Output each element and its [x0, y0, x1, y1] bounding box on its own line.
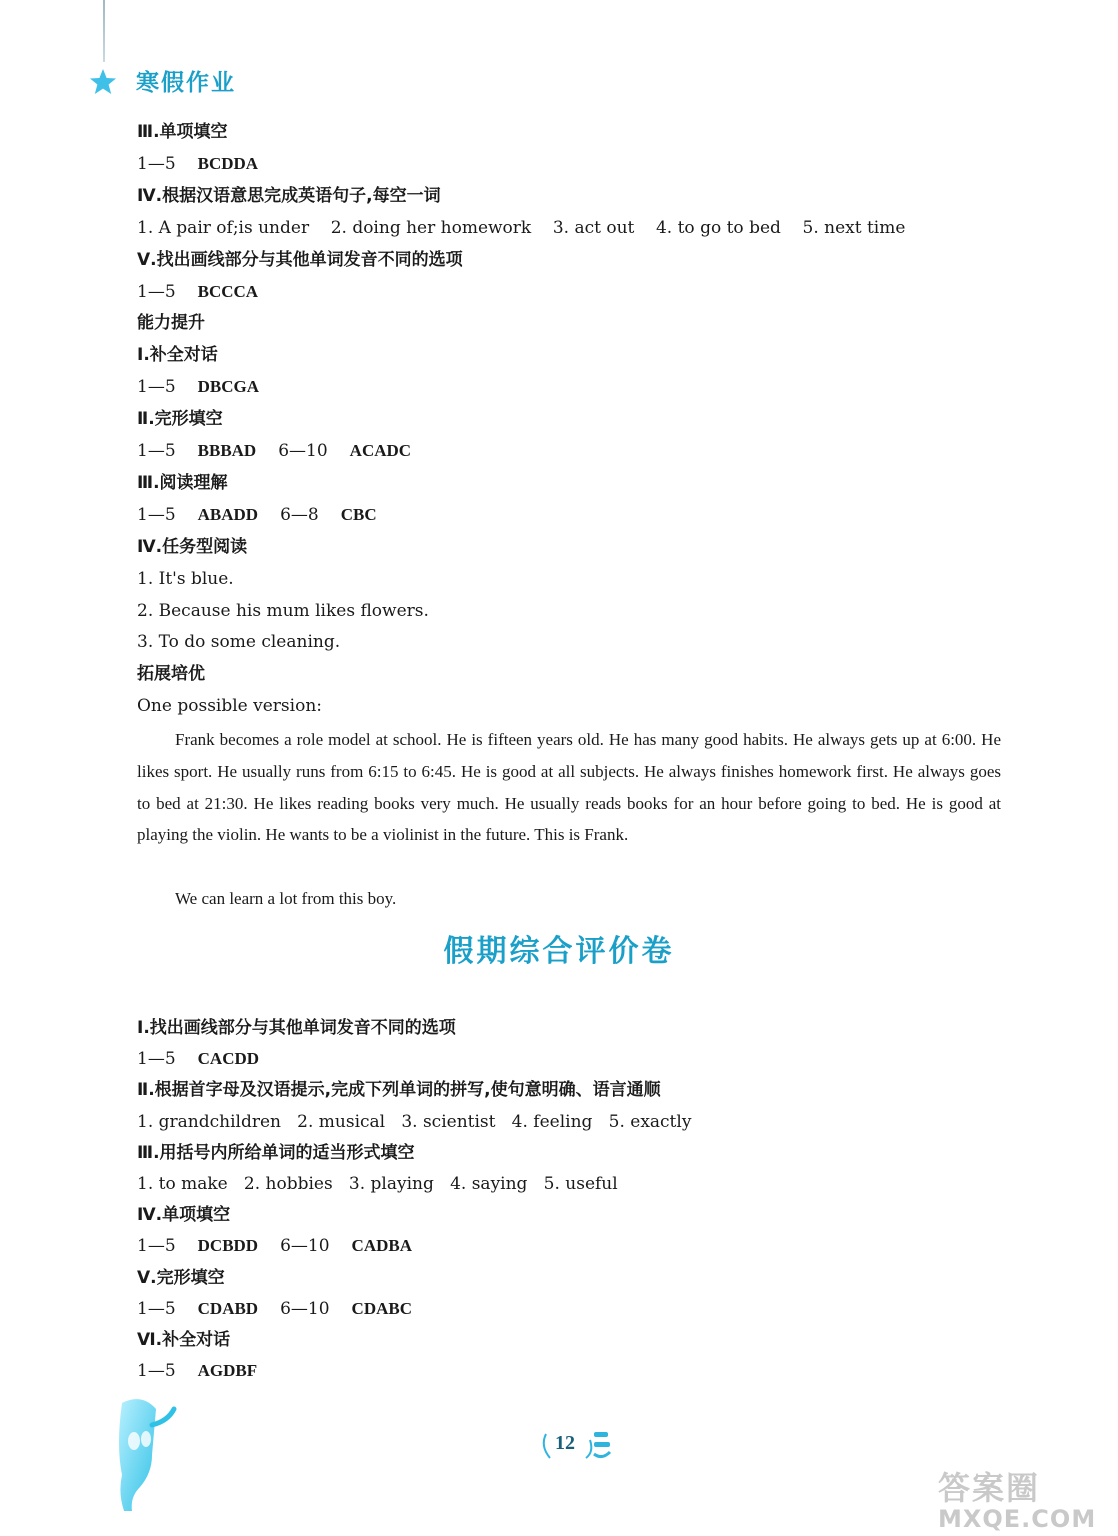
answer-key-row: [137, 440, 411, 462]
section-heading: Ⅲ.用括号内所给单词的适当形式填空: [137, 1142, 415, 1163]
answer-letters: CDABC: [351, 1298, 412, 1318]
answer-letters: BCDDA: [197, 153, 259, 173]
section-heading: Ⅱ.根据首字母及汉语提示,完成下列单词的拼写,使句意明确、语言通顺: [137, 1080, 661, 1101]
answer-line: 1. grandchildren 2. musical 3. scientist 4. feeling 5. exactly: [137, 1111, 692, 1132]
answer-range: 1—5: [137, 1236, 176, 1257]
answer-letters: CADBA: [351, 1236, 412, 1256]
pen-mascot-icon: [112, 1395, 182, 1515]
header-title: 寒假作业: [136, 70, 236, 96]
answer-line: 1. to make 2. hobbies 3. playing 4. saying 5. useful: [137, 1174, 618, 1194]
answer-key-row: [137, 1298, 412, 1320]
answer-range: 6—8: [280, 504, 319, 525]
section-heading: Ⅲ.阅读理解: [137, 472, 228, 493]
answer-key-row: [137, 1235, 412, 1257]
answer-letters: BCCCA: [197, 281, 259, 301]
answer-range: 1—5: [137, 1298, 176, 1319]
section-title: 假期综合评价卷: [443, 934, 675, 969]
section-heading: Ⅰ.找出画线部分与其他单词发音不同的选项: [137, 1018, 456, 1038]
answer-key-row: [137, 504, 377, 526]
answer-range: 1—5: [137, 153, 176, 174]
answer-letters: CBC: [340, 504, 377, 524]
answer-line: 2. Because his mum likes flowers.: [137, 600, 429, 621]
section-heading: Ⅰ.补全对话: [137, 345, 218, 366]
watermark-top-text: 答案圈: [938, 1469, 1041, 1507]
essay-paragraph-2: We can learn a lot from this boy.: [175, 889, 397, 908]
section-heading: 拓展培优: [137, 664, 205, 685]
answer-range: 6—10: [278, 441, 328, 461]
answer-range: 1—5: [137, 1361, 176, 1382]
watermark-bottom-text: MXQE.COM: [938, 1505, 1097, 1533]
answer-range: 6—10: [280, 1298, 330, 1319]
star-icon: [89, 68, 117, 96]
answer-line: 1. It's blue.: [137, 568, 234, 589]
section-heading: Ⅳ.任务型阅读: [137, 536, 248, 557]
answer-key-row: [137, 281, 258, 303]
answer-letters: CDABD: [197, 1298, 259, 1318]
section-heading: Ⅳ.单项填空: [137, 1205, 231, 1226]
answer-letters: CACDD: [197, 1049, 260, 1069]
section-heading: Ⅲ.单项填空: [137, 122, 228, 142]
answer-key-row: [137, 1048, 259, 1070]
answer-range: 1—5: [137, 1049, 176, 1070]
section-heading: Ⅴ.完形填空: [137, 1267, 225, 1288]
answer-line: One possible version:: [137, 696, 322, 717]
section-heading: Ⅵ.补全对话: [137, 1330, 231, 1350]
watermark-logo: [938, 1470, 1113, 1532]
answer-line: 3. To do some cleaning.: [137, 632, 341, 653]
section-heading: 能力提升: [137, 313, 205, 334]
section-heading: Ⅱ.完形填空: [137, 409, 223, 430]
answer-letters: ABADD: [197, 504, 259, 524]
answer-letters: DCBDD: [197, 1236, 259, 1256]
answer-key-row: [137, 153, 258, 175]
top-decor-line: [103, 0, 105, 62]
section-heading: Ⅳ.根据汉语意思完成英语句子,每空一词: [137, 185, 441, 206]
section-heading: Ⅴ.找出画线部分与其他单词发音不同的选项: [137, 249, 463, 270]
answer-range: 1—5: [137, 377, 176, 398]
answer-letters: DBCGA: [197, 377, 260, 397]
answer-key-row: [137, 1360, 257, 1382]
page-number-badge: [536, 1418, 616, 1468]
essay-paragraph-1: Frank becomes a role model at school. He is fifteen years old. He has many good habits. He always gets up at 6:00. He likes sport. He usually runs from 6:15 to 6:45. He is good at all subjects. He always finishes homework first. He always goes to bed at 21:30. He likes reading books very much. He usually reads books for an hour before going to bed. He is good at playing the violin. He wants to be a violinist in the future. This is Frank.: [137, 730, 1001, 845]
answer-key-row: [137, 376, 259, 398]
answer-range: 6—10: [280, 1236, 330, 1257]
answer-letters: AGDBF: [197, 1361, 258, 1381]
answer-range: 1—5: [137, 504, 176, 525]
answer-letters: BBBAD: [197, 441, 257, 460]
answer-range: 1—5: [137, 441, 176, 461]
answer-letters: ACADC: [349, 441, 412, 460]
page-number: 12: [555, 1432, 575, 1454]
answer-line: 1. A pair of;is under 2. doing her homework 3. act out 4. to go to bed 5. next time: [137, 217, 906, 238]
answer-range: 1—5: [137, 281, 176, 302]
